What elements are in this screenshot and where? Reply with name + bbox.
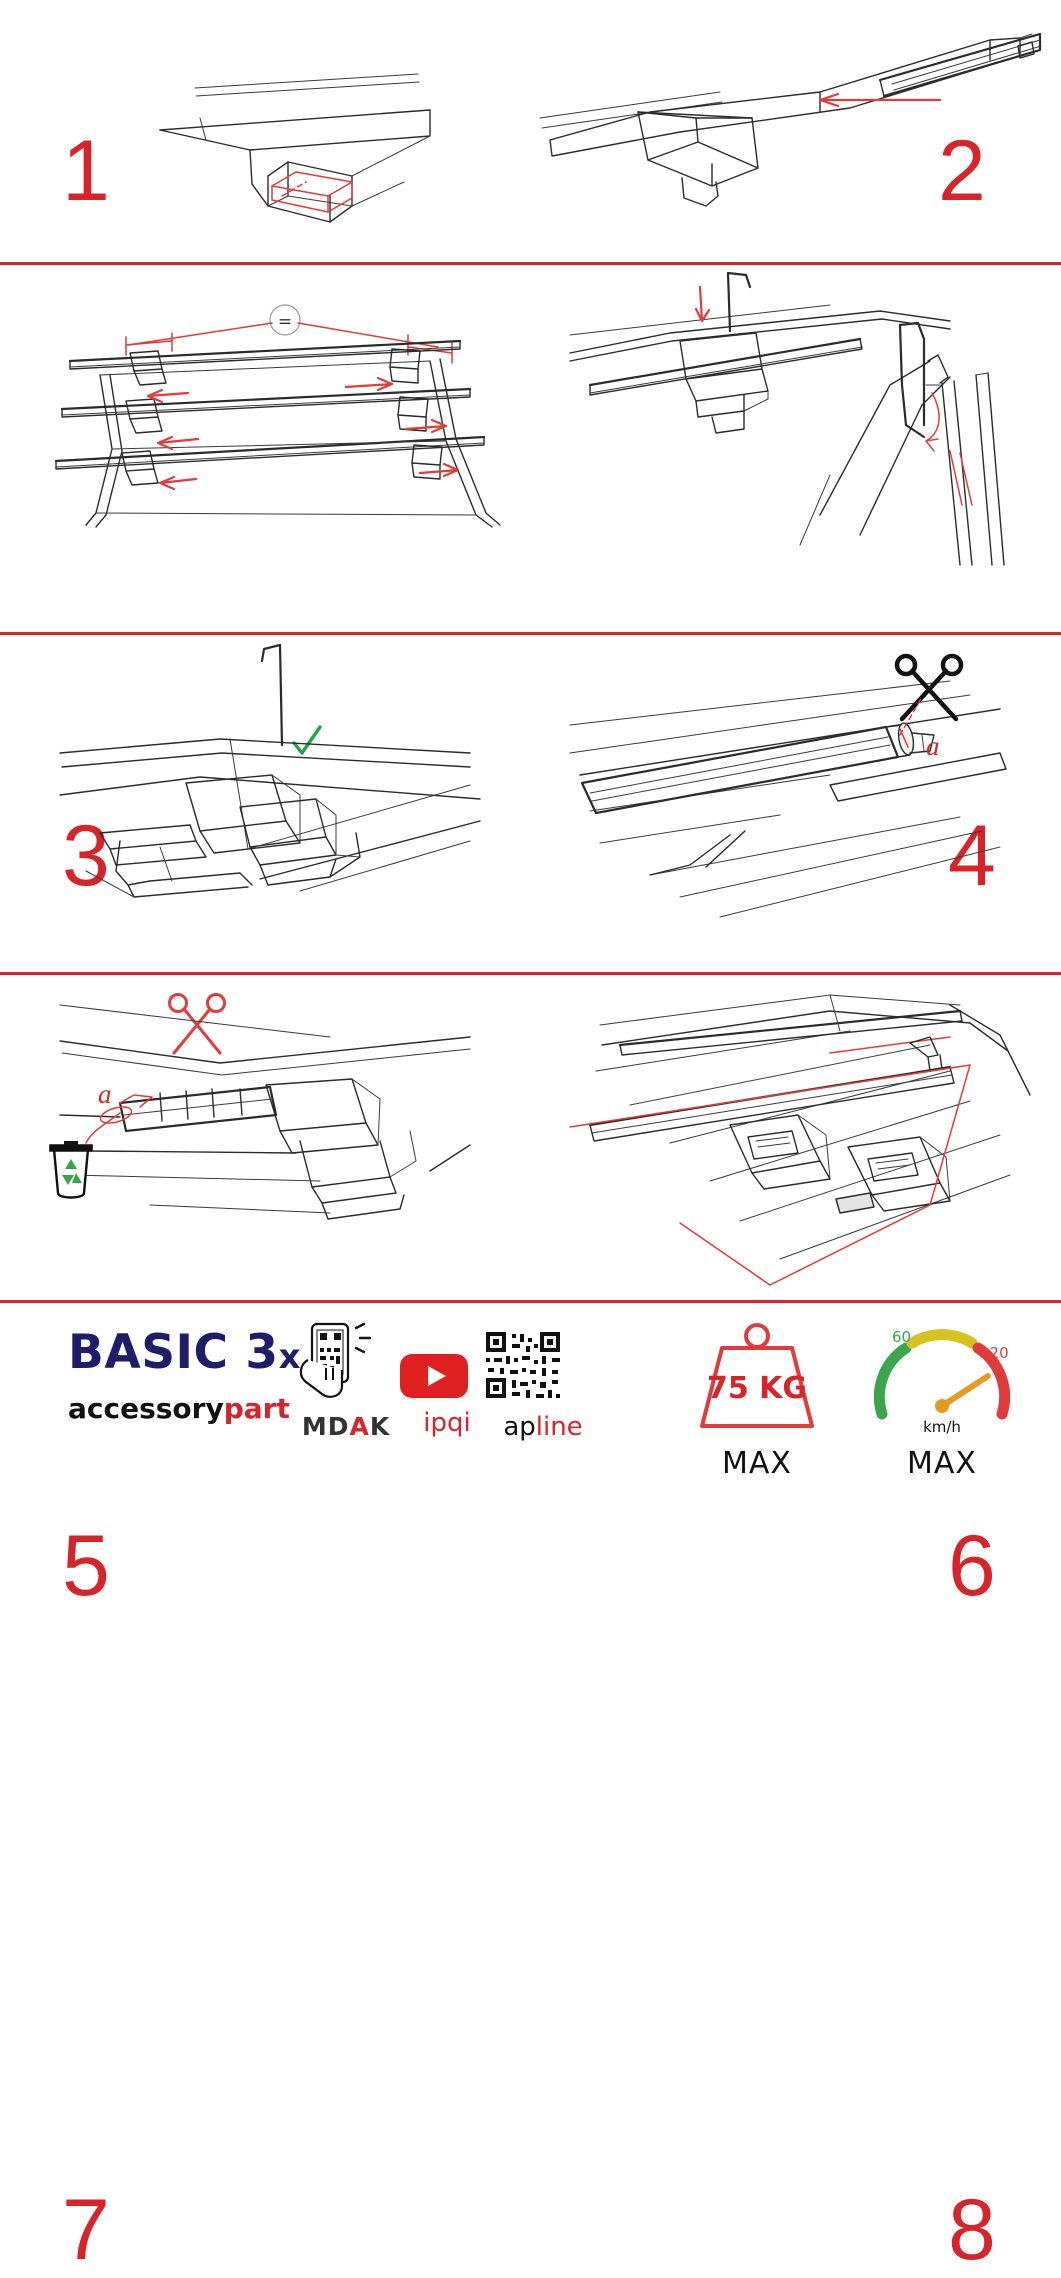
youtube-icon [392,1342,476,1402]
gauge-tick-60: 60 [892,1328,912,1346]
scissors-icon [897,656,961,719]
step-4-number: 4 [948,808,995,904]
step-3-illustration [0,265,530,632]
brand-title-text: BASIC 3 [68,1325,279,1380]
step-2-illustration [520,0,1061,262]
step-6-number: 6 [948,1518,995,1614]
brand-sub-red: part [223,1392,290,1425]
step-7-number: 7 [62,2182,109,2278]
footer [0,1300,1061,1500]
max-speed-label: MAX [907,1446,977,1481]
brand-title [68,1325,318,1382]
max-load-block [672,1314,842,1481]
step-1-number: 1 [62,123,109,219]
max-load-label: MAX [722,1446,792,1481]
recycle-bin-icon [50,1141,92,1198]
logo-mdak-caption [286,1412,406,1441]
logo-ipqi-caption: ipqi [423,1408,471,1438]
brand-sub-dark: accessory [68,1392,224,1425]
step-7-illustration [0,975,530,1300]
step-8-illustration [530,975,1061,1300]
check-icon [294,727,320,753]
step-2-number: 2 [938,123,985,219]
gauge-tick-120: 120 [980,1344,1009,1362]
step-6-illustration [530,635,1061,972]
max-load-value: 75 KG [706,1371,808,1406]
mdak-accent: A [349,1412,370,1441]
cut-label-a: a [926,731,940,761]
mdak-post: K [369,1412,391,1441]
step-5-illustration [0,635,530,972]
step-8-number: 8 [948,2182,995,2278]
step-2 [520,0,1061,262]
svg-text:=: = [277,312,293,332]
step-1-illustration [0,0,520,262]
logo-apline-caption [478,1412,608,1442]
qr-code-icon [478,1326,570,1406]
logo-apline [478,1326,608,1442]
step-1 [0,0,520,262]
step-4 [530,265,1061,904]
apline-pre: ap [503,1412,536,1442]
brand-subtitle [68,1394,318,1424]
max-speed-block [862,1310,1022,1481]
apline-post: line [535,1412,583,1442]
brand-block [68,1325,318,1425]
speed-unit: km/h [923,1418,961,1436]
cut-label-a: a [98,1079,112,1109]
mdak-pre: MD [301,1412,350,1441]
qr-scan-phone-icon [286,1320,396,1406]
brand-title-suffix: x [278,1337,302,1377]
step-3 [0,265,530,904]
logo-mdak [286,1320,406,1441]
weight-icon [672,1314,842,1444]
step-5-number: 5 [62,1518,109,1614]
step-4-illustration [530,265,1061,632]
speedometer-icon [862,1310,1022,1444]
step-3-number: 3 [62,808,109,904]
